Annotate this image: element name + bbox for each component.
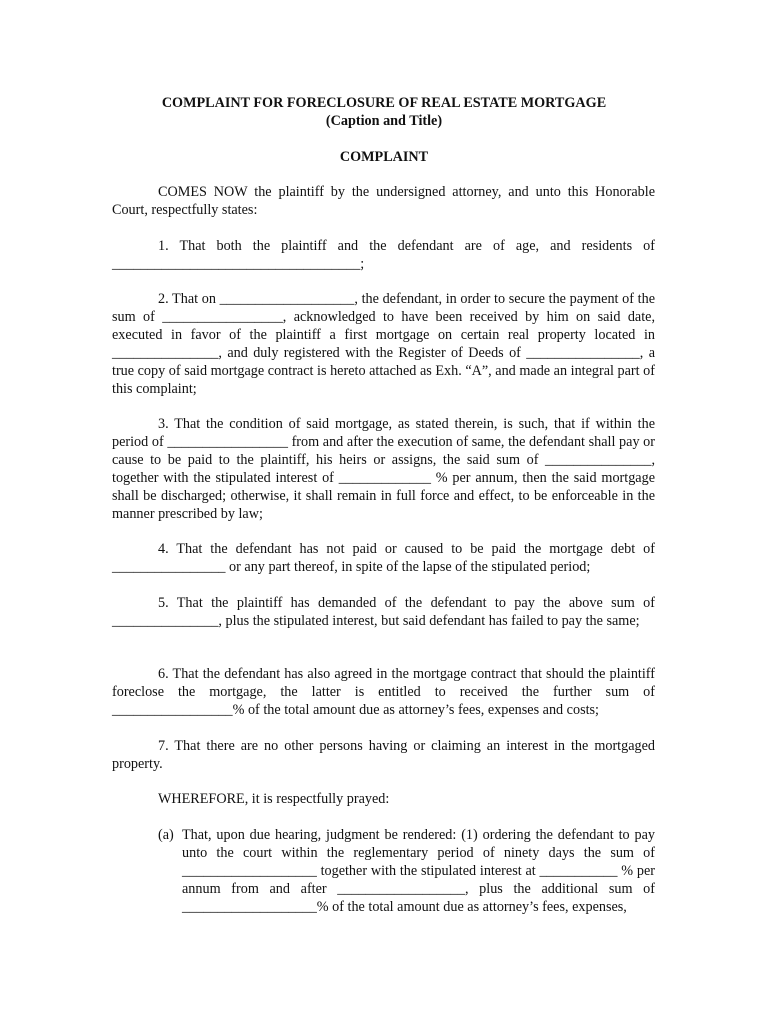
- paragraph-2: 2. That on ___________________, the defendant, in order to secure the payment of the sum of _________________, acknowledged to have been received by him on said date, executed in favor of the plaintiff a first mortgage on certain real property located in _______________, and duly registered with the Register of Deeds of ________________, a true copy of said mortgage contract is hereto attached as Exh. “A”, and made an integral part of this complaint;: [112, 291, 655, 397]
- prayer-item-a-label: (a): [158, 827, 174, 843]
- document-subtitle: (Caption and Title): [325, 113, 443, 129]
- intro-paragraph: COMES NOW the plaintiff by the undersigned attorney, and unto this Honorable Court, respectfully states:: [112, 184, 655, 218]
- paragraph-1: 1. That both the plaintiff and the defendant are of age, and residents of ___________________________________;: [112, 238, 655, 272]
- paragraph-4: 4. That the defendant has not paid or caused to be paid the mortgage debt of ________________ or any part thereof, in spite of the lapse of the stipulated period;: [112, 541, 655, 575]
- document-title: COMPLAINT FOR FORECLOSURE OF REAL ESTATE MORTGAGE: [161, 95, 607, 111]
- paragraph-3: 3. That the condition of said mortgage, as stated therein, is such, that if within the period of _________________ from and after the execution of same, the defendant shall pay or cause to be paid to the plaintiff, his heirs or assigns, the said sum of _______________, together with the stipulated interest of _____________ % per annum, then the said mortgage shall be discharged; otherwise, it shall remain in full force and effect, to be enforceable in the manner prescribed by law;: [112, 416, 655, 522]
- section-heading: COMPLAINT: [339, 149, 429, 165]
- paragraph-5: 5. That the plaintiff has demanded of the defendant to pay the above sum of _______________, plus the stipulated interest, but said defendant has failed to pay the same;: [112, 595, 655, 629]
- paragraph-7: 7. That there are no other persons having or claiming an interest in the mortgaged property.: [112, 738, 655, 772]
- wherefore-clause: WHEREFORE, it is respectfully prayed:: [158, 791, 390, 807]
- prayer-item-a-text: That, upon due hearing, judgment be rendered: (1) ordering the defendant to pay unto the court within the reglementary period of ninety days the sum of ___________________ together with the stipulated interest at ___________ % per annum from and after __________________, plus the additional sum of ___________________% of the total amount due as attorney’s fees, expenses,: [182, 827, 655, 915]
- paragraph-6: 6. That the defendant has also agreed in the mortgage contract that should the plaintiff foreclose the mortgage, the latter is entitled to received the further sum of _________________% of the total amount due as attorney’s fees, expenses and costs;: [112, 666, 655, 718]
